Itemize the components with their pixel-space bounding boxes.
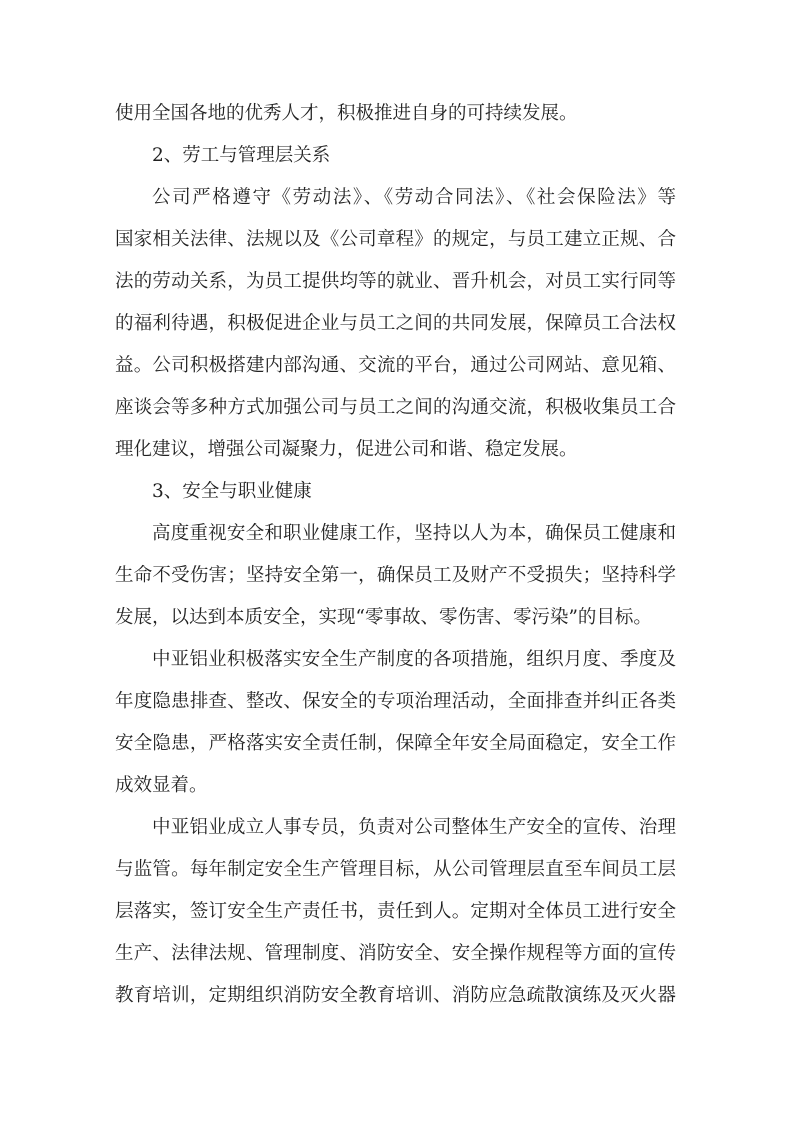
paragraph-line: 安全隐患，严格落实安全责任制，保障全年安全局面稳定，安全工作	[115, 733, 676, 754]
paragraph-first-line: 中亚铝业成立人事专员，负责对公司整体生产安全的宣传、治理	[152, 817, 676, 838]
paragraph-line: 的福利待遇，积极促进企业与员工之间的共同发展，保障员工合法权	[115, 313, 676, 334]
section-heading-safety-health: 3、安全与职业健康	[152, 481, 312, 502]
paragraph-last-line: 发展，以达到本质安全，实现“零事故、零伤害、零污染”的目标。	[115, 607, 652, 628]
paragraph-last-line: 使用全国各地的优秀人才，积极推进自身的可持续发展。	[115, 103, 578, 124]
paragraph-last-line: 理化建议，增强公司凝聚力，促进公司和谐、稳定发展。	[115, 439, 578, 460]
paragraph-first-line: 高度重视安全和职业健康工作，坚持以人为本，确保员工健康和	[152, 523, 676, 544]
paragraph-line: 座谈会等多种方式加强公司与员工之间的沟通交流，积极收集员工合	[115, 397, 676, 418]
paragraph-line: 法的劳动关系，为员工提供均等的就业、晋升机会，对员工实行同等	[115, 271, 676, 292]
paragraph-line: 生命不受伤害；坚持安全第一，确保员工及财产不受损失；坚持科学	[115, 565, 676, 586]
section-heading-labor-relations: 2、劳工与管理层关系	[152, 145, 331, 166]
paragraph-first-line: 公司严格遵守《劳动法》、《劳动合同法》、《社会保险法》等	[152, 187, 676, 208]
paragraph-last-line: 成效显着。	[115, 775, 208, 796]
paragraph-line: 国家相关法律、法规以及《公司章程》的规定，与员工建立正规、合	[115, 229, 676, 250]
paragraph-line: 生产、法律法规、管理制度、消防安全、安全操作规程等方面的宣传	[115, 943, 676, 964]
paragraph-first-line: 中亚铝业积极落实安全生产制度的各项措施，组织月度、季度及	[152, 649, 676, 670]
paragraph-line: 与监管。每年制定安全生产管理目标，从公司管理层直至车间员工层	[115, 859, 676, 880]
paragraph-line: 益。公司积极搭建内部沟通、交流的平台，通过公司网站、意见箱、	[115, 355, 676, 376]
paragraph-line: 层落实，签订安全生产责任书，责任到人。定期对全体员工进行安全	[115, 901, 676, 922]
paragraph-line: 年度隐患排查、整改、保安全的专项治理活动，全面排查并纠正各类	[115, 691, 676, 712]
paragraph-line: 教育培训，定期组织消防安全教育培训、消防应急疏散演练及灭火器	[115, 985, 676, 1006]
